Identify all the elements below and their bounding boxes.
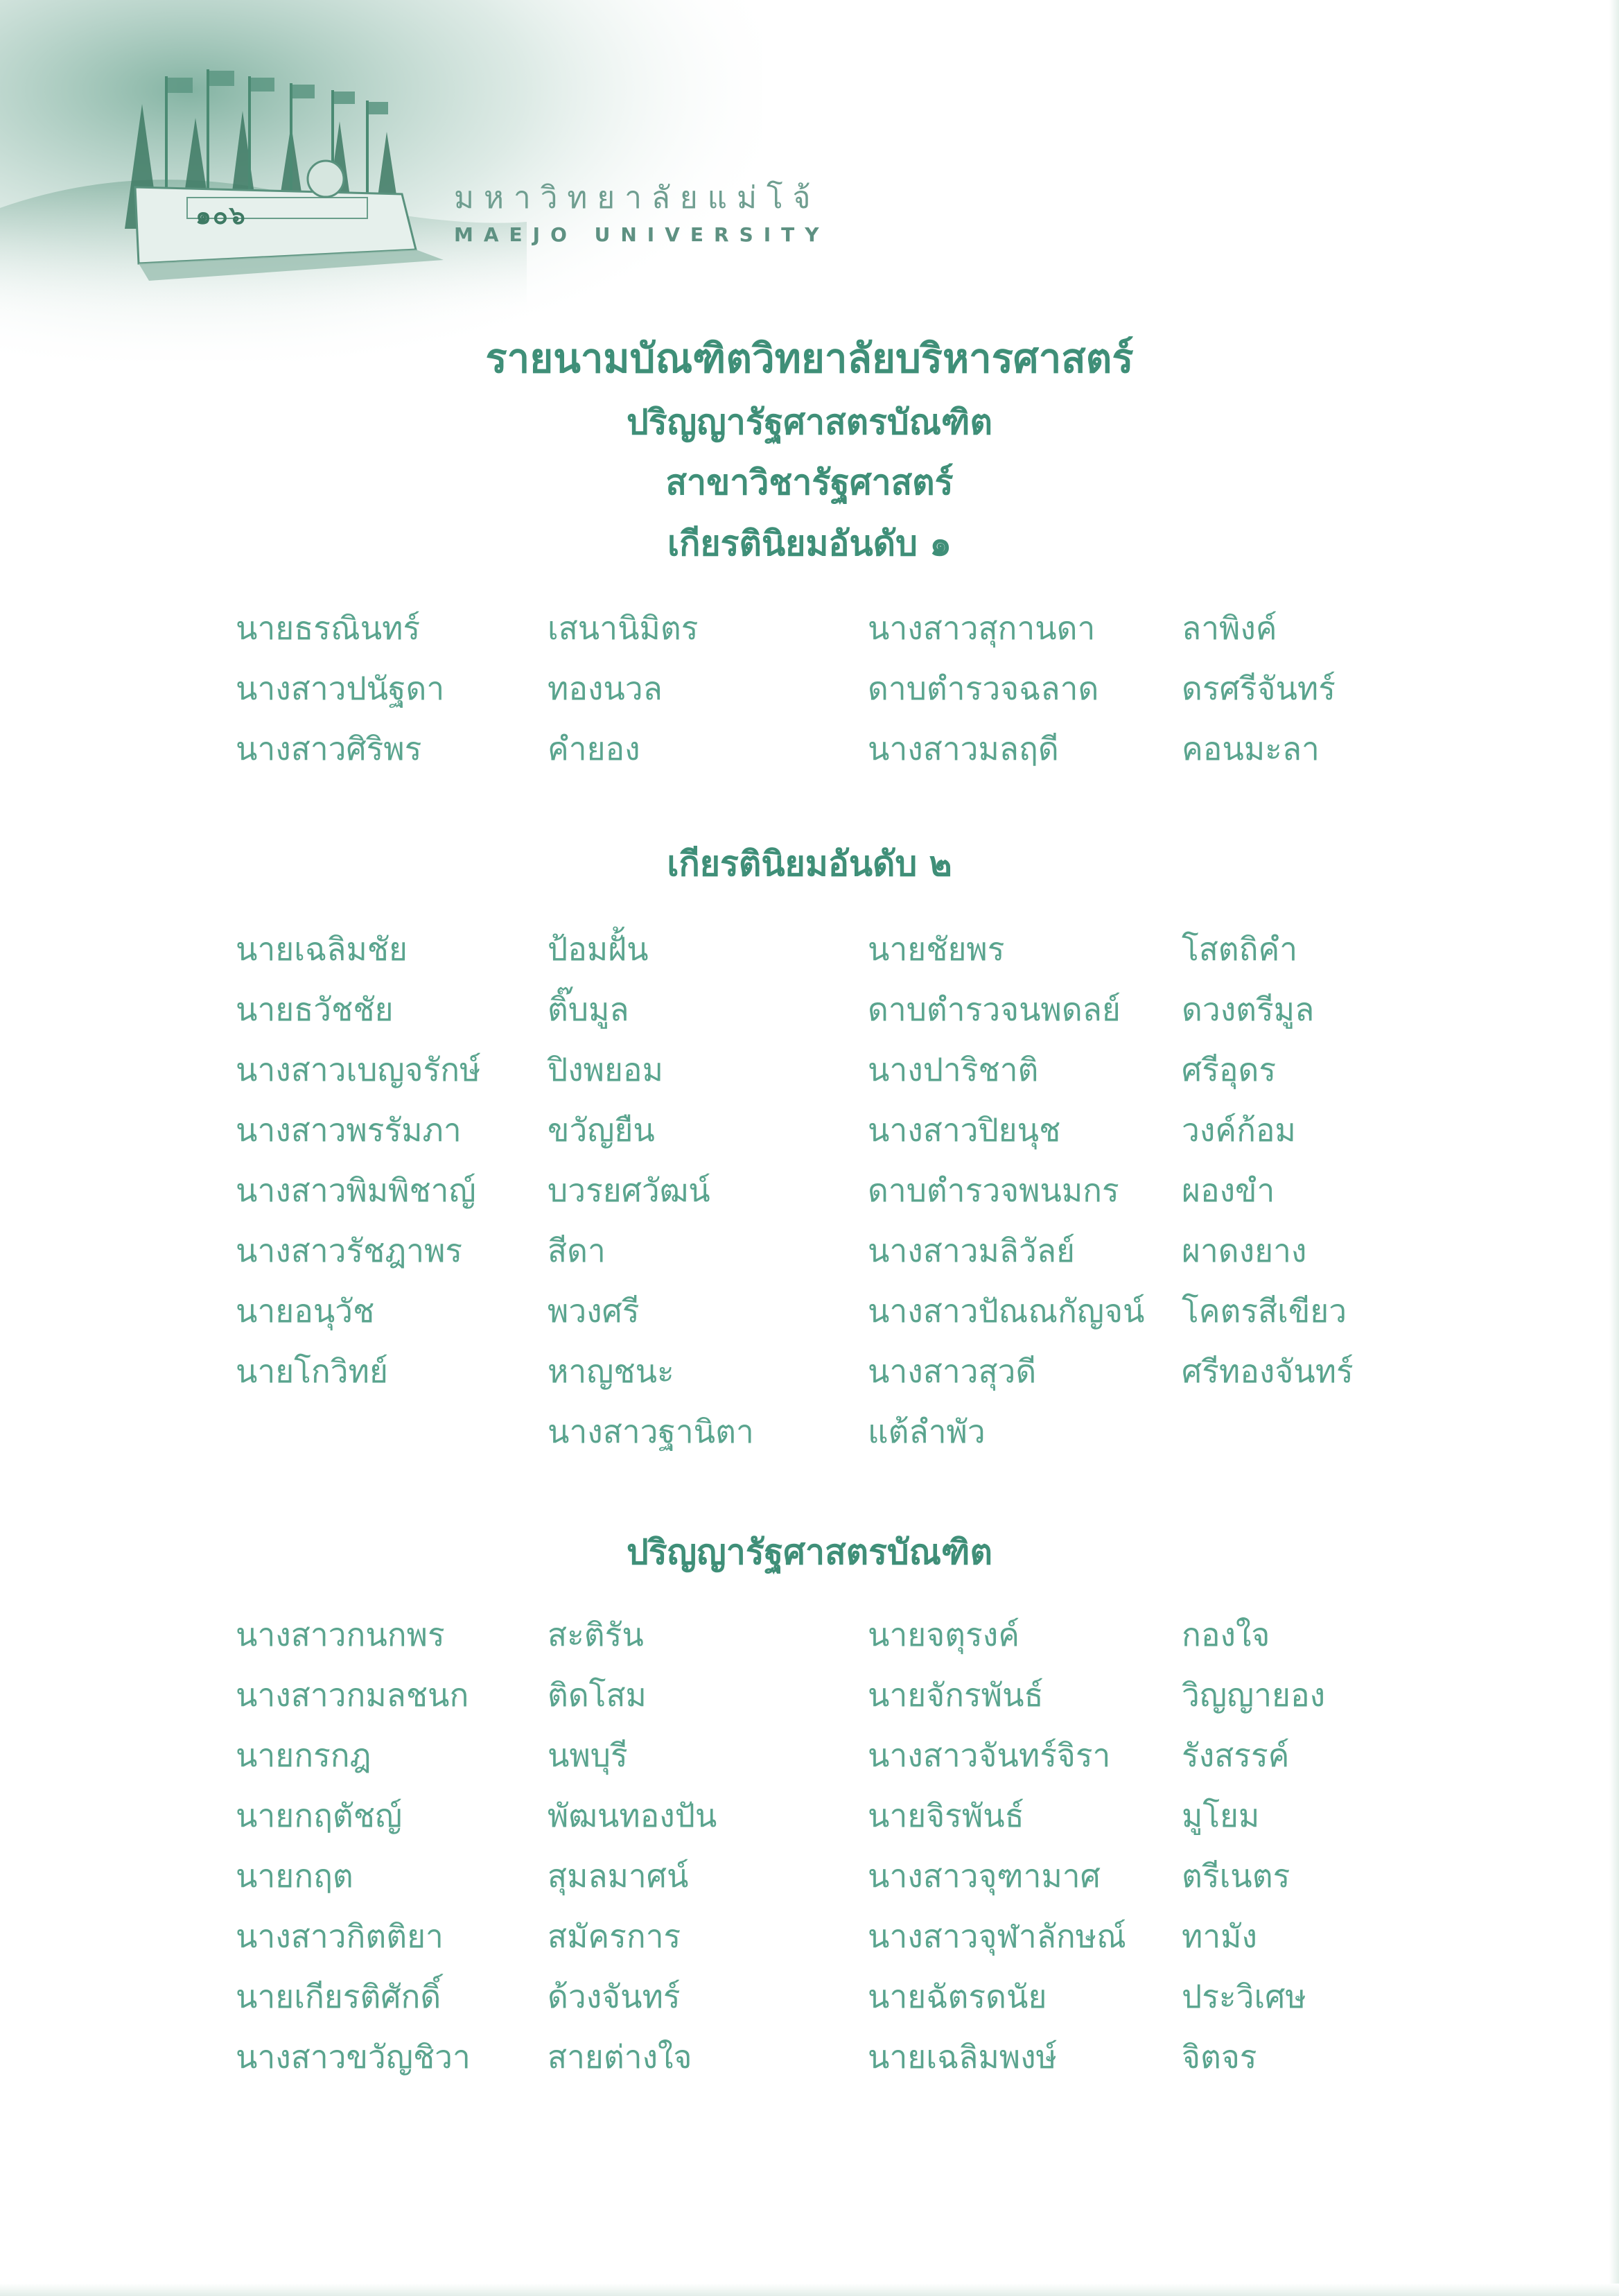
first-name: นายจตุรงค์ <box>868 1616 1019 1653</box>
last-name: พวงศรี <box>548 1292 640 1330</box>
last-name: ทามัง <box>1182 1917 1257 1955</box>
last-name: บวรยศวัฒน์ <box>548 1172 710 1209</box>
last-name: โสตถิคำ <box>1182 930 1298 968</box>
last-name: ป้อมฝั้น <box>548 930 649 968</box>
last-name: ดวงตรีมูล <box>1182 991 1315 1028</box>
first-name: ดาบตำรวจพนมกร <box>868 1172 1119 1209</box>
first-name: นายธรณินทร์ <box>236 609 421 647</box>
last-name: หาญชนะ <box>548 1353 674 1390</box>
last-name: วิญญายอง <box>1182 1676 1326 1714</box>
first-name: นางสาวรัชฎาพร <box>236 1232 463 1269</box>
first-name: นางสาวขวัญชิวา <box>236 2038 471 2076</box>
list-item <box>236 1670 1414 1730</box>
last-name: ศรีอุดร <box>1182 1051 1277 1088</box>
first-name: นางสาวมลฤดี <box>868 730 1059 767</box>
first-name: นางปาริชาติ <box>868 1051 1039 1088</box>
first-name: นายเฉลิมชัย <box>236 930 408 968</box>
first-name: นางสาวพิมพิชาญ์ <box>236 1172 476 1209</box>
last-name: สุมลมาศน์ <box>548 1857 689 1895</box>
list-item <box>236 1226 1414 1286</box>
honors-first-class-heading: เกียรตินิยมอันดับ ๑ <box>667 523 952 564</box>
first-name: ดาบตำรวจนพดลย์ <box>868 991 1121 1028</box>
honors-second-class-heading: เกียรตินิยมอันดับ ๒ <box>667 844 952 884</box>
last-name: เสนานิมิตร <box>548 609 699 647</box>
list-item <box>236 1911 1414 1972</box>
first-name: นางสาวสุวดี <box>868 1353 1037 1390</box>
last-name: คอนมะลา <box>1182 730 1320 767</box>
first-name: นางสาวจันทร์จิรา <box>868 1737 1111 1774</box>
last-name: ด้วงจันทร์ <box>548 1978 681 2015</box>
list-item <box>236 1286 1414 1346</box>
last-name: ผองขำ <box>1182 1172 1275 1209</box>
university-logo <box>454 173 830 246</box>
first-name: นายกฤตัชญ์ <box>236 1797 403 1834</box>
last-name: ทองนวล <box>548 670 663 707</box>
first-name: นางสาวสุกานดา <box>868 609 1096 647</box>
last-name: วงค์ก้อม <box>1182 1111 1296 1149</box>
first-name: นายเกียรติศักดิ์ <box>236 1978 441 2015</box>
last-name: คำยอง <box>548 730 640 767</box>
page-bottom-edge <box>0 2284 1619 2296</box>
list-item <box>236 1165 1414 1226</box>
first-name: นางสาวจุฬาลักษณ์ <box>868 1917 1126 1955</box>
last-name: รังสรรค์ <box>1182 1737 1290 1774</box>
first-name: นางสาวปนัฐดา <box>236 670 445 707</box>
last-name: แต้ลำพัว <box>868 1413 986 1450</box>
last-name: โคตรสีเขียว <box>1182 1292 1347 1330</box>
university-name-english: MAEJO UNIVERSITY <box>454 223 830 246</box>
first-name: นายกรกฎ <box>236 1737 371 1774</box>
last-name: ขวัญยืน <box>548 1111 655 1149</box>
first-name: นายจิรพันธ์ <box>868 1797 1024 1834</box>
degree-title: ปริญญารัฐศาสตรบัณฑิต <box>626 402 993 442</box>
major-title: สาขาวิชารัฐศาสตร์ <box>665 462 954 503</box>
first-name: นางสาวฐานิตา <box>548 1413 754 1450</box>
last-name: นพบุรี <box>548 1737 628 1774</box>
first-name: นางสาวศิริพร <box>236 730 422 767</box>
page-title: รายนามบัณฑิตวิทยาลัยบริหารศาสตร์ <box>485 335 1134 382</box>
list-item <box>236 1105 1414 1165</box>
first-name: นายโกวิทย์ <box>236 1353 388 1390</box>
last-name: ติดโสม <box>548 1676 647 1714</box>
last-name: ปิงพยอม <box>548 1051 663 1088</box>
first-name: นางสาวพรรัมภา <box>236 1111 462 1149</box>
list-item <box>236 1791 1414 1851</box>
list-item <box>236 1972 1414 2032</box>
last-name: สะติรัน <box>548 1616 644 1653</box>
list-item <box>236 724 1414 784</box>
last-name: ศรีทองจันทร์ <box>1182 1353 1354 1390</box>
last-name: ลาพิงค์ <box>1182 609 1277 647</box>
first-name: นางสาวกนกพร <box>236 1616 445 1653</box>
last-name: สมัครการ <box>548 1917 681 1955</box>
list-item <box>236 2032 1414 2092</box>
first-name: นายธวัชชัย <box>236 991 394 1028</box>
first-name: นางสาวมลิวัลย์ <box>868 1232 1075 1269</box>
last-name: ผาดงยาง <box>1182 1232 1307 1269</box>
first-name: นายชัยพร <box>868 930 1005 968</box>
list-item <box>236 1045 1414 1105</box>
last-name: สีดา <box>548 1232 606 1269</box>
list-item <box>236 663 1414 724</box>
first-name: นายเฉลิมพงษ์ <box>868 2038 1057 2076</box>
list-item <box>236 924 1414 984</box>
honors-first-class-list <box>236 603 1414 784</box>
degree-list-heading: ปริญญารัฐศาสตรบัณฑิต <box>626 1532 993 1572</box>
list-item <box>236 1346 1414 1407</box>
list-item <box>236 1730 1414 1791</box>
last-name: ดรศรีจันทร์ <box>1182 670 1336 707</box>
degree-graduates-list <box>236 1610 1414 2092</box>
first-name: นายอนุวัช <box>236 1292 375 1330</box>
first-name: นายกฤต <box>236 1857 353 1895</box>
list-item <box>236 984 1414 1045</box>
list-item <box>236 1610 1414 1670</box>
last-name: ประวิเศษ <box>1182 1978 1306 2015</box>
first-name: ดาบตำรวจฉลาด <box>868 670 1099 707</box>
first-name: นายฉัตรดนัย <box>868 1978 1047 2015</box>
last-name: กองใจ <box>1182 1616 1270 1653</box>
last-name: ตรีเนตร <box>1182 1857 1290 1895</box>
page-edge-shadow <box>1609 0 1619 2296</box>
list-item <box>236 603 1414 663</box>
first-name: นางสาวเบญจรักษ์ <box>236 1051 481 1088</box>
first-name: นางสาวกิตติยา <box>236 1917 444 1955</box>
last-name: ติ๊บมูล <box>548 991 629 1028</box>
last-name: พัฒนทองปัน <box>548 1797 717 1834</box>
first-name: นางสาวปัณณกัญจน์ <box>868 1292 1145 1330</box>
monument-number: ๑๐๖ <box>195 202 247 230</box>
last-name: จิตจร <box>1182 2038 1257 2076</box>
last-name: มูโยม <box>1182 1797 1260 1834</box>
first-name: นางสาวปิยนุช <box>868 1111 1061 1149</box>
university-name-thai: มหาวิทยาลัยแม่โจ้ <box>454 180 821 216</box>
first-name: นางสาวกมลชนก <box>236 1676 469 1714</box>
first-name: นางสาวจุฑามาศ <box>868 1857 1101 1895</box>
honors-second-class-list <box>236 924 1414 1467</box>
first-name: นายจักรพันธ์ <box>868 1676 1044 1714</box>
list-item <box>236 1407 1414 1467</box>
last-name: สายต่างใจ <box>548 2038 692 2076</box>
list-item <box>236 1851 1414 1911</box>
